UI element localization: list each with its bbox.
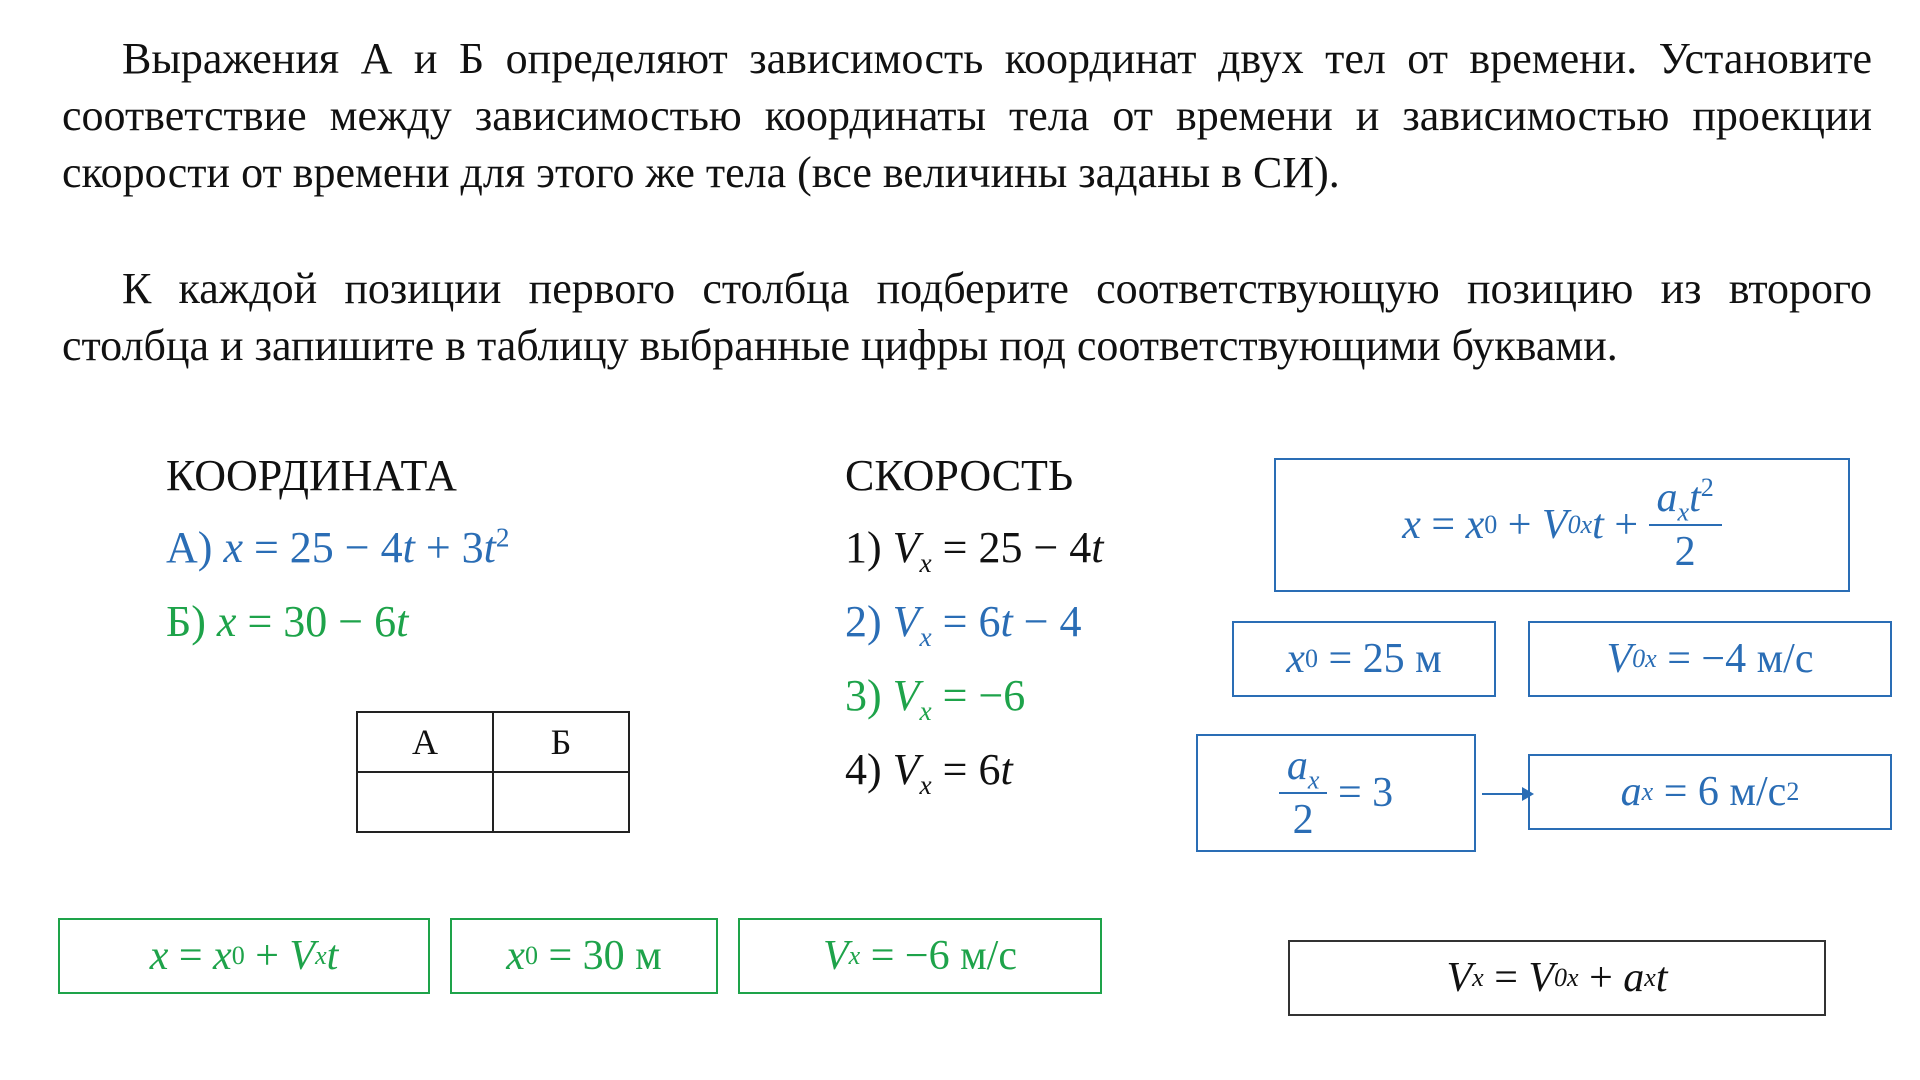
task-paragraph-1: [62, 30, 1872, 201]
velocity-item-3: [845, 670, 1026, 726]
x0g-x: x: [506, 933, 525, 979]
gc-V: V: [1541, 502, 1568, 548]
velocity-item-1-V: V: [892, 523, 920, 572]
coordinate-item-a-rhs1: = 25 − 4: [242, 523, 403, 572]
hint-ax-value: a x = 6 м/с 2: [1528, 754, 1892, 830]
coordinate-item-a-t: t: [402, 523, 415, 572]
gv-t: t: [1655, 955, 1668, 1001]
axh-a: a: [1286, 743, 1308, 789]
x0b-x: x: [1286, 636, 1305, 682]
coordinate-item-b-rhs: = 30 − 6: [236, 597, 397, 646]
velocity-item-3-V: V: [892, 671, 920, 720]
coordinate-heading: КООРДИНАТА: [166, 451, 457, 500]
gc-t: t: [1592, 502, 1604, 548]
coordinate-item-b-lhs: x: [216, 597, 237, 646]
velocity-item-4: [845, 744, 1013, 800]
gcg-t: t: [326, 933, 339, 979]
gc-num-t: t: [1689, 475, 1701, 521]
gcg-plus: +: [244, 933, 290, 979]
gcg-V: V: [289, 933, 316, 979]
gc-x0: x: [1465, 502, 1485, 548]
gv-plus: +: [1578, 955, 1624, 1001]
gcg-x0: x: [213, 933, 232, 979]
answer-table-header-row: [357, 712, 629, 772]
hint-general-coordinate-formula: x = x 0 + V 0x t + $\frac{a_xt^2}{2}$: [1274, 458, 1850, 592]
velocity-item-3-label: 3): [845, 671, 882, 720]
arrow-right-icon: [1482, 793, 1532, 795]
velocity-item-4-label: 4): [845, 745, 882, 794]
coordinate-item-a: [166, 522, 510, 573]
vxg-rhs: = −6 м/с: [860, 933, 1017, 979]
answer-cell-b[interactable]: [493, 772, 629, 832]
velocity-heading: СКОРОСТЬ: [845, 451, 1074, 500]
coordinate-item-a-power: 2: [495, 522, 510, 553]
task-paragraph-1-text: Выражения А и Б определяют зависимость координат двух тел от времени. Установите соответствие между зависимостью координаты тела от времени и зависимостью проекции скорости от времени для этого же тела (все величины заданы в СИ).: [62, 34, 1872, 197]
coordinate-item-a-t2: t: [483, 523, 496, 572]
axv-a: a: [1620, 769, 1642, 815]
coordinate-item-a-lhs: x: [223, 523, 243, 572]
velocity-item-2-sub: x: [919, 621, 932, 652]
gcg-eq: =: [168, 933, 214, 979]
hint-vx-minus6: V x = −6 м/с: [738, 918, 1102, 994]
hint-x0-30: x 0 = 30 м: [450, 918, 718, 994]
velocity-item-1-label: 1): [845, 523, 882, 572]
velocity-item-4-sub: x: [919, 769, 932, 800]
velocity-item-4-V: V: [892, 745, 920, 794]
velocity-item-1: [845, 522, 1104, 578]
gv-V0: V: [1528, 955, 1555, 1001]
gc-plus: +: [1497, 502, 1542, 548]
answer-header-a: А: [357, 712, 493, 772]
hint-v0x-minus4: V 0x = −4 м/с: [1528, 621, 1892, 697]
axh-rhs: = 3: [1327, 770, 1394, 816]
gc-eq: =: [1420, 502, 1466, 548]
gc-plus2: +: [1603, 502, 1649, 548]
velocity-item-4-t: t: [1000, 745, 1013, 794]
task-paragraph-2-text: К каждой позиции первого столбца подберите соответствующую позицию из второго столбца и запишите в таблицу выбранные цифры под соответствующими буквами.: [62, 264, 1872, 370]
coordinate-item-a-label: А): [166, 523, 213, 572]
gc-x: x: [1402, 502, 1421, 548]
gc-num-pow: 2: [1700, 473, 1714, 502]
velocity-item-4-rhs: = 6: [931, 745, 1001, 794]
velocity-item-1-t: t: [1091, 523, 1104, 572]
gc-fraction: [1653, 474, 1718, 576]
vxg-V: V: [823, 933, 849, 979]
gc-num-a: a: [1656, 475, 1678, 521]
axh-fraction: [1283, 742, 1324, 844]
axh-den: 2: [1279, 792, 1328, 844]
x0b-rhs: = 25 м: [1317, 636, 1442, 682]
coordinate-item-b: [166, 596, 408, 647]
answer-table: [356, 711, 630, 833]
answer-table-value-row: [357, 772, 629, 832]
hint-ax-half: [1196, 734, 1476, 852]
velocity-item-3-sub: x: [919, 695, 932, 726]
velocity-item-2-label: 2): [845, 597, 882, 646]
velocity-item-1-rhs: = 25 − 4: [931, 523, 1092, 572]
velocity-item-2-tail: − 4: [1012, 597, 1082, 646]
task-paragraph-2: [62, 260, 1872, 374]
hint-green-coordinate-formula: x = x 0 + V x t: [58, 918, 430, 994]
general-velocity-formula: V x = V 0x + a x t: [1288, 940, 1826, 1016]
velocity-item-3-rhs: = −6: [931, 671, 1026, 720]
hint-x0-25: x 0 = 25 м: [1232, 621, 1496, 697]
velocity-item-2-rhs: = 6: [931, 597, 1001, 646]
gcg-x: x: [149, 933, 169, 979]
gv-a: a: [1623, 955, 1645, 1001]
gc-num-a-sub: x: [1677, 497, 1690, 527]
gv-eq: =: [1483, 955, 1529, 1001]
gc-den: 2: [1649, 524, 1722, 576]
gv-V: V: [1446, 955, 1473, 1001]
velocity-item-2-t: t: [1000, 597, 1013, 646]
coordinate-item-b-label: Б): [166, 597, 206, 646]
velocity-item-2-V: V: [892, 597, 920, 646]
v0b-V: V: [1606, 636, 1633, 682]
answer-cell-a[interactable]: [357, 772, 493, 832]
velocity-item-2: [845, 596, 1082, 652]
velocity-item-1-sub: x: [919, 547, 932, 578]
axh-sub: x: [1307, 765, 1320, 795]
axv-rhs: = 6 м/с: [1653, 769, 1787, 815]
answer-header-b: Б: [493, 712, 629, 772]
v0b-rhs: = −4 м/с: [1656, 636, 1814, 682]
x0g-rhs: = 30 м: [537, 933, 662, 979]
coordinate-item-a-rhs2: + 3: [414, 523, 484, 572]
coordinate-item-b-t: t: [396, 597, 409, 646]
